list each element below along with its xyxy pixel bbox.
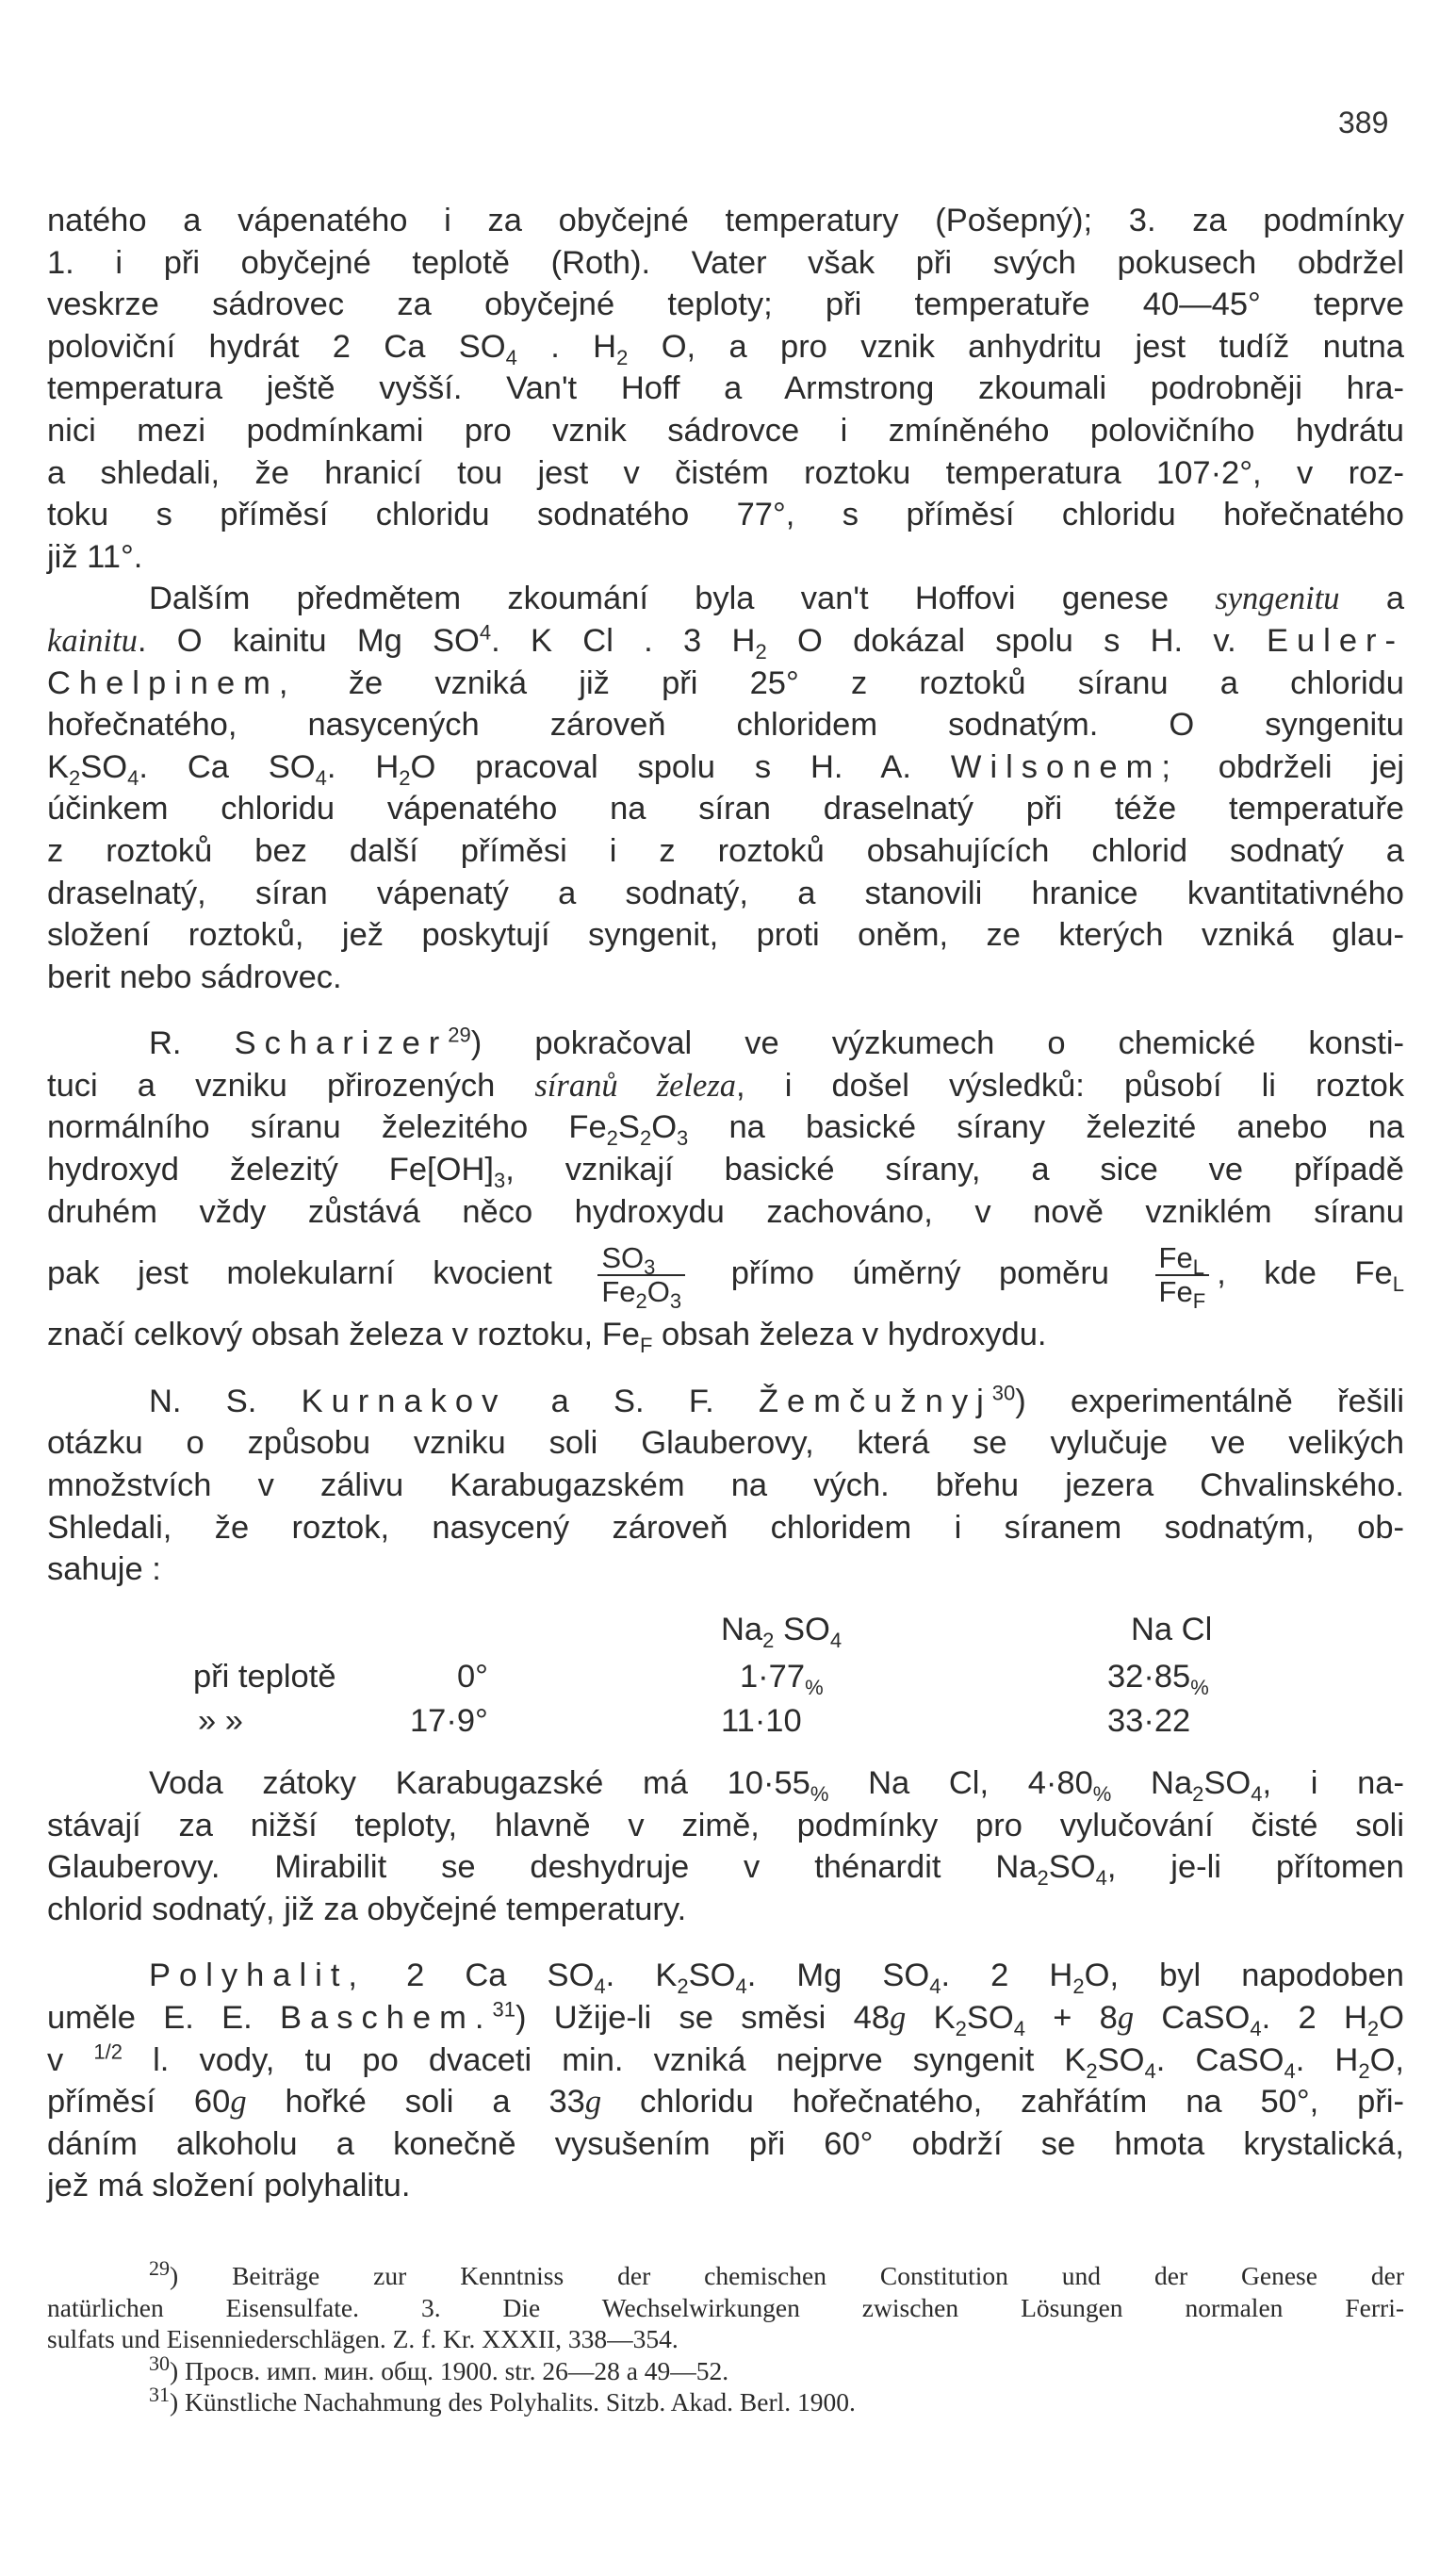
text-line: berit nebo sádrovec. (47, 958, 342, 995)
text-line: množstvích v zálivu Karabugazském na vých. břehu jezera Chvalinského. (47, 1467, 1404, 1504)
text-line: normálního síranu železitého $Fe_2S_2O_3$ na basické sírany železité anebo na (47, 1109, 1405, 1151)
footnote-29: $^{29}$) Beiträge zur Kenntniss der chemischen Constitution und der Genese der (149, 2255, 1404, 2290)
fraction-so3-fe2o3: $\frac{SO_3}{Fe_2O_3}$ (597, 1242, 685, 1308)
text-line: hydroxyd železitý $Fe[OH]_3$, vznikají basické sírany, a sice ve případě (47, 1152, 1404, 1192)
text-line: natého a vápenatého i za obyčejné temperatury (Pošepný); 3. za podmínky (47, 203, 1404, 238)
text-line-with-fractions: pak jest molekularní kvocient $\frac{SO_3}{Fe_2O_3}$ přímo úměrný poměru $\frac{Fe_L}{Fe_F}$ , kde $Fe_L$ (47, 1241, 1404, 1314)
footnote-line: natürlichen Eisensulfate. 3. Die Wechselwirkungen zwischen Lösungen normalen Ferri- (47, 2292, 1404, 2322)
text-line: již 11°. (47, 538, 143, 575)
text-line: dáním alkoholu a konečně vysušením při 60° obdrží se hmota krystalická, (47, 2125, 1404, 2162)
text-line: druhém vždy zůstává něco hydroxydu zachováno, v nově vzniklém síranu (47, 1193, 1404, 1230)
fraction-fel-fef: $\frac{Fe_L}{Fe_F}$ (1155, 1242, 1210, 1308)
footnotes (47, 2255, 1404, 2418)
text-line: draselnatý, síran vápenatý a sodnatý, a stanovili hranice kvantitativného (47, 875, 1404, 911)
text-line: kainitu. O kainitu Mg $SO^4$. K Cl . 3 $H_2$ O dokázal spolu s H. v. Euler- (47, 620, 1404, 663)
text-line: N. S. Kurnakov a S. F. Žemčužnyj$^{30}$) experimentálně řešili (149, 1381, 1405, 1419)
table-cell-nacl: $32\cdot 85_{\%}$ (1107, 1659, 1209, 1699)
text-line: Chelpinem, že vzniká již při 25° z roztoků síranu a chloridu (47, 664, 1404, 701)
main-text (47, 200, 1404, 1591)
table-cell-na2so4: 11·10 (721, 1703, 802, 1739)
footnote-31: $^{31}$) Künstliche Nachahmung des Polyhalits. Sitzb. Akad. Berl. 1900. (149, 2382, 856, 2416)
text-line: poloviční hydrát 2 Ca $SO_4$ . $H_2$ O, a pro vznik anhydritu jest tudíž nutna (47, 328, 1404, 369)
text-line: stávají za nižší teploty, hlavně v zimě, podmínky pro vylučování čisté soli (47, 1807, 1404, 1843)
text-line: Glauberovy. Mirabilit se deshydruje v thénardit $Na_2SO_4$, je-li přítomen (47, 1849, 1404, 1891)
table-cell-nacl: 33·22 (1107, 1703, 1191, 1739)
text-line: $K_2SO_4$. Ca $SO_4$. $H_2O$ pracoval spolu s H. A. Wilsonem; obdrželi jej (47, 748, 1404, 790)
table-row-label: při teplotě (193, 1659, 336, 1695)
table-header-nacl: Na Cl (1131, 1612, 1213, 1647)
text-line: temperatura ještě vyšší. Van't Hoff a Armstrong zkoumali podrobněji hra- (47, 370, 1404, 407)
text-line: a shledali, že hranicí tou jest v čistém roztoku temperatura 107·2°, v roz- (47, 454, 1404, 491)
text-line: R. Scharizer$^{29}$) pokračoval ve výzkumech o chemické konsti- (149, 1023, 1405, 1062)
text-line: účinkem chloridu vápenatého na síran draselnatý při téže temperatuře (47, 791, 1404, 827)
footnote-30: $^{30}$) Просв. имп. мин. общ. 1900. str. 26—28 a 49—52. (149, 2351, 729, 2385)
text-line: otázku o způsobu vzniku soli Glauberovy, která se vylučuje ve velikých (47, 1425, 1404, 1462)
table-header-na2so4: $Na_2$ $SO_4$ (721, 1612, 843, 1652)
table-cell-temp: 17·9° (410, 1703, 488, 1739)
text-line: nici mezi podmínkami pro vznik sádrovce i zmíněného polovičního hydrátu (47, 412, 1404, 449)
table-cell-na2so4: $1\cdot 77_{\%}$ (740, 1659, 824, 1699)
text-line: v $^{1/2}$ l. vody, tu po dvaceti min. vzniká nejprve syngenit $K_2SO_4$. CaSO$_4$. $H_2O$, (47, 2040, 1404, 2083)
text-line: složení roztoků, jež poskytují syngenit, proti oněm, ze kterých vzniká glau- (47, 917, 1404, 954)
text-line: 1. i při obyčejné teplotě (Roth). Vater však při svých pokusech obdržel (47, 244, 1404, 281)
text-line: jež má složení polyhalitu. (47, 2168, 411, 2204)
text-line: hořečnatého, nasycených zároveň chloridem sodnatým. O syngenitu (47, 707, 1404, 744)
text-line: tuci a vzniku přirozených síranů železa, i došel výsledků: působí li roztok (47, 1067, 1405, 1104)
main-text-continued (47, 1762, 1404, 2207)
text-line: toku s příměsí chloridu sodnatého 77°, s příměsí chloridu hořečnatého (47, 497, 1404, 533)
text-line: značí celkový obsah železa v roztoku, $Fe_F$ obsah železa v hydroxydu. (47, 1317, 1047, 1358)
page-number: 389 (1338, 106, 1389, 139)
text-line: Voda zátoky Karabugazské má $10\cdot 55_{\%}$ Na Cl, $4\cdot 80_{\%}$ $Na_2SO_4$, i na- (149, 1765, 1404, 1806)
table-cell-temp: 0° (457, 1659, 488, 1695)
text-line: Shledali, že roztok, nasycený zároveň chloridem i síranem sodnatým, ob- (47, 1509, 1404, 1546)
text-line: z roztoků bez další příměsi i z roztoků obsahujících chlorid sodnatý a (47, 832, 1404, 869)
text-line: Polyhalit, 2 Ca $SO_4$. $K_2SO_4$. Mg $SO_4$. 2 $H_2O$, byl napodoben (149, 1958, 1404, 1999)
text-line: uměle E. E. Baschem.$^{31}$) Užije-li se směsi 48g $K_2SO_4 + 8g$ CaSO$_4$. 2 $H_2O$ (47, 1997, 1404, 2040)
text-line: sahuje : (47, 1551, 161, 1588)
text-line: chlorid sodnatý, již za obyčejné temperatury. (47, 1891, 687, 1927)
text-line: Dalším předmětem zkoumání byla van't Hoffovi genese syngenitu a (149, 581, 1405, 617)
text-line: příměsí 60g hořké soli a 33g chloridu hořečnatého, zahřátím na 50°, při- (47, 2084, 1404, 2121)
table-row-label: » » (198, 1703, 243, 1739)
text-line: veskrze sádrovec za obyčejné teploty; při temperatuře 40—45° teprve (47, 287, 1404, 323)
footnote-line: sulfats und Eisenniederschlägen. Z. f. Kr. XXXII, 338—354. (47, 2324, 679, 2353)
